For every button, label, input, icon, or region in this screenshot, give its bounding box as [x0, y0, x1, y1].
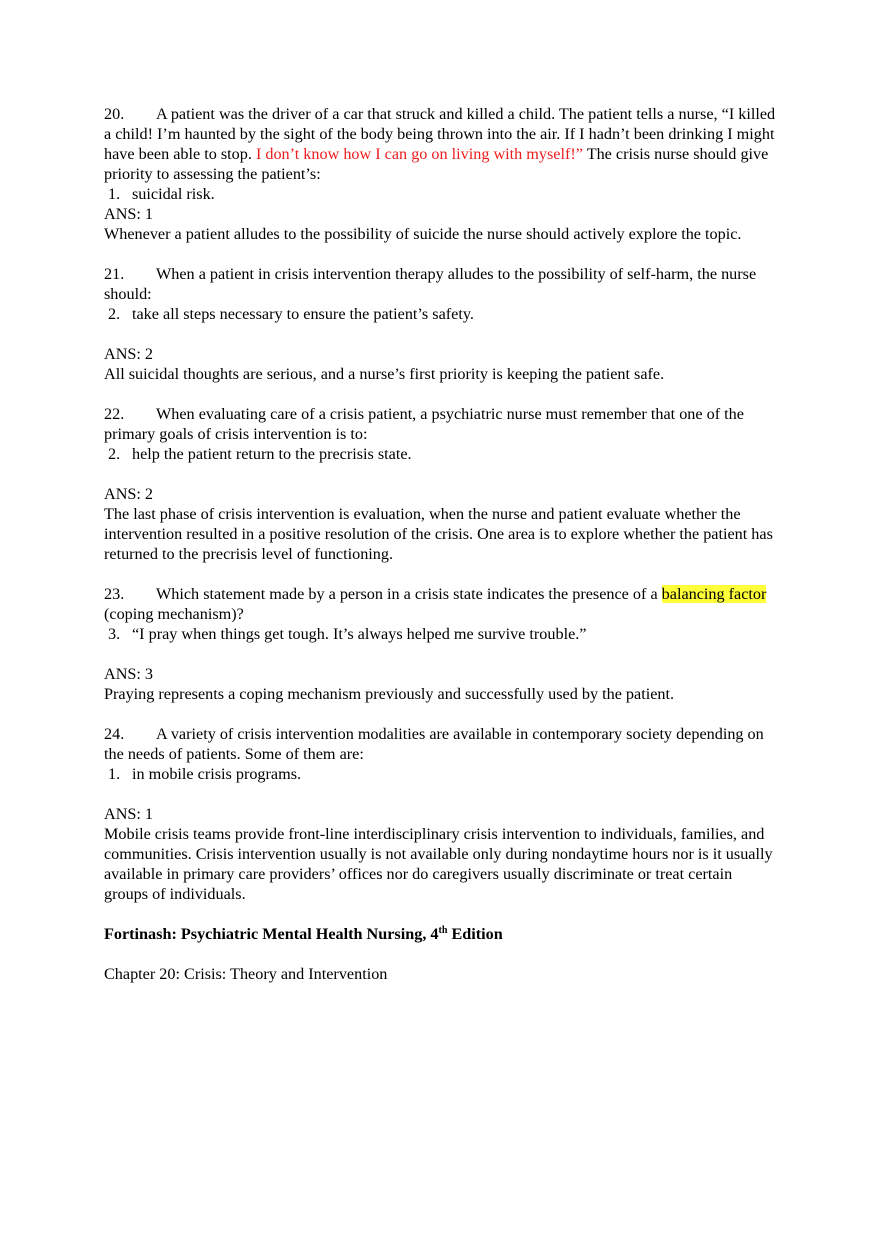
question-stem: 24. A variety of crisis intervention modalities are available in contemporary society depending on the needs of patients. Some of them are: [104, 725, 764, 763]
question-number: 21. [104, 265, 125, 283]
answer-key: ANS: 1 [104, 205, 154, 223]
rationale: The last phase of crisis intervention is evaluation, when the nurse and patient evaluate whether the intervention resulted in a positive resolution of the crisis. One area is to explore whether the patient has returned to the precrisis level of functioning. [104, 505, 773, 563]
highlighted-term: balancing factor [661, 585, 767, 603]
answer-option: 1. suicidal risk. [108, 185, 215, 203]
question-22 [104, 404, 780, 564]
rationale: Praying represents a coping mechanism previously and successfully used by the patient. [104, 685, 675, 703]
rationale: All suicidal thoughts are serious, and a nurse’s first priority is keeping the patient safe. [104, 365, 665, 383]
rationale: Mobile crisis teams provide front-line interdisciplinary crisis intervention to individuals, families, and communities. Crisis intervention usually is not available only during nondaytime hours nor is it usually available in primary care providers’ offices nor do caregivers usually discriminate or treat certain groups of individuals. [104, 825, 773, 903]
question-stem: 20. A patient was the driver of a car that struck and killed a child. The patient tells a nurse, “I killed a child! I’m haunted by the sight of the body being thrown into the air. If I hadn’t been drinking I might have been able to stop. I don’t know how I can go on living with myself!” The crisis nurse should give priority to assessing the patient’s: [104, 105, 776, 183]
answer-key: ANS: 2 [104, 485, 154, 503]
question-24 [104, 724, 780, 904]
question-number: 22. [104, 405, 125, 423]
book-title: Fortinash: Psychiatric Mental Health Nursing, 4th Edition [104, 925, 503, 943]
question-21 [104, 264, 780, 384]
answer-key: ANS: 3 [104, 665, 154, 683]
answer-option: 2. take all steps necessary to ensure the patient’s safety. [108, 305, 474, 323]
question-number: 20. [104, 105, 125, 123]
rationale: Whenever a patient alludes to the possibility of suicide the nurse should actively explore the topic. [104, 225, 742, 243]
document-page [104, 104, 780, 984]
question-20 [104, 104, 780, 244]
answer-option: 3. “I pray when things get tough. It’s always helped me survive trouble.” [108, 625, 587, 643]
red-quote: I don’t know how I can go on living with myself!” [255, 145, 583, 163]
answer-option: 2. help the patient return to the precrisis state. [108, 445, 412, 463]
question-stem: 23. Which statement made by a person in a crisis state indicates the presence of a balancing factor (coping mechanism)? [104, 585, 767, 623]
answer-key: ANS: 2 [104, 345, 154, 363]
answer-option: 1. in mobile crisis programs. [108, 765, 302, 783]
question-stem: 21. When a patient in crisis intervention therapy alludes to the possibility of self-harm, the nurse should: [104, 265, 757, 303]
answer-key: ANS: 1 [104, 805, 154, 823]
chapter-title: Chapter 20: Crisis: Theory and Intervention [104, 965, 388, 983]
question-number: 23. [104, 585, 125, 603]
question-number: 24. [104, 725, 125, 743]
question-stem: 22. When evaluating care of a crisis patient, a psychiatric nurse must remember that one of the primary goals of crisis intervention is to: [104, 405, 744, 443]
question-23 [104, 584, 780, 704]
